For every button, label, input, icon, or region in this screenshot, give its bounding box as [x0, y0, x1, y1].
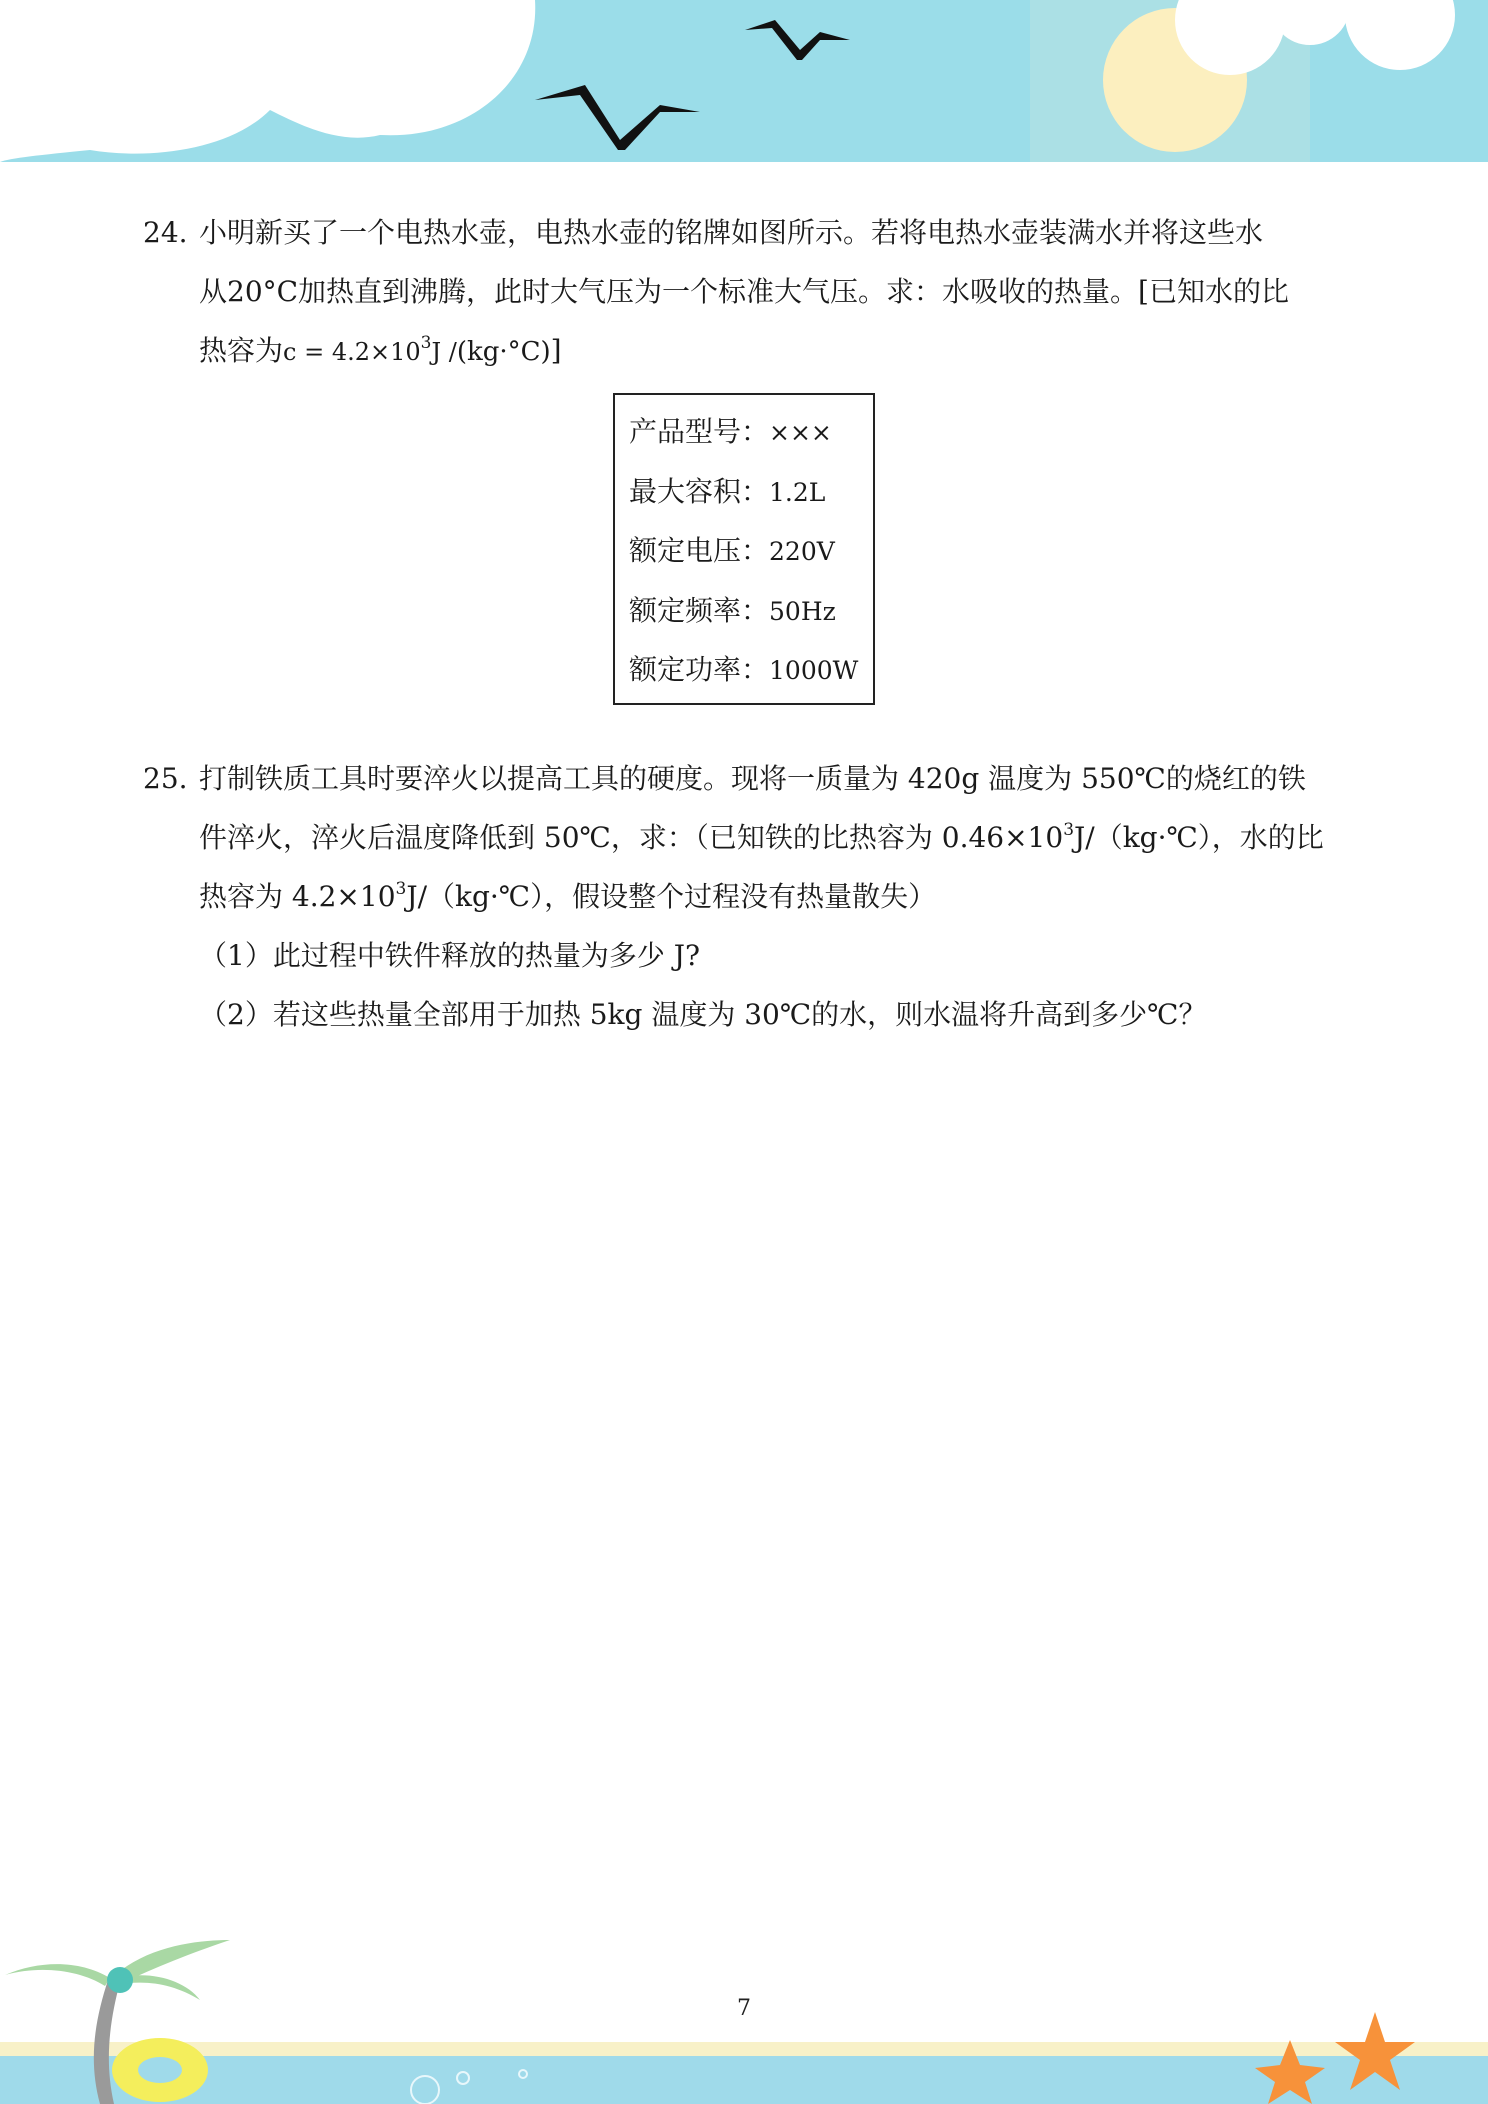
- text-segment: 热容为 4.2×10: [199, 880, 396, 913]
- nameplate-label: 产品型号：: [629, 415, 770, 448]
- text-segment: 热容为: [199, 334, 284, 367]
- nameplate-value: 1000W: [769, 656, 859, 685]
- nameplate-value: ×××: [769, 418, 832, 447]
- nameplate-row: [629, 463, 873, 523]
- nameplate-label: 额定电压：: [629, 534, 770, 567]
- question-text: 小明新买了一个电热水壶，电热水壶的铭牌如图所示。若将电热水壶装满水并将这些水: [199, 216, 1264, 249]
- text-segment: ]: [550, 334, 562, 367]
- sub-question-2: （2）若这些热量全部用于加热 5kg 温度为 30℃的水，则水温将升高到多少℃？: [199, 998, 1207, 1031]
- kettle-nameplate: [613, 393, 875, 705]
- question-number: 25.: [143, 762, 188, 795]
- formula-segment: c = 4.2×10: [283, 338, 421, 366]
- question-text: [143, 867, 1348, 926]
- nameplate-row: [629, 522, 873, 582]
- question-text: 从20°C加热直到沸腾，此时大气压为一个标准大气压。求：水吸收的热量。[已知水的比: [199, 275, 1289, 308]
- question-24: [143, 203, 1348, 382]
- nameplate-value: 220V: [769, 537, 835, 566]
- question-text: 打制铁质工具时要淬火以提高工具的硬度。现将一质量为 420g 温度为 550℃的烧红的铁: [199, 762, 1306, 795]
- question-text-formula: [143, 321, 1348, 382]
- nameplate-row: [629, 403, 873, 463]
- nameplate-label: 额定频率：: [629, 593, 770, 627]
- question-25: [143, 749, 1348, 1044]
- nameplate-label: 最大容积：: [629, 474, 770, 508]
- formula-segment: J /: [431, 338, 457, 366]
- superscript: 3: [1063, 820, 1075, 840]
- swim-ring-icon: [112, 2038, 208, 2102]
- nameplate-row: [629, 582, 873, 642]
- text-segment: J/（kg·℃），水的比: [1074, 821, 1324, 854]
- nameplate-value: 50Hz: [769, 596, 836, 626]
- page-number: 7: [737, 1996, 751, 2021]
- question-number: 24.: [143, 216, 188, 249]
- nameplate-label: 额定功率：: [629, 653, 770, 686]
- text-segment: 件淬火，淬火后温度降低到 50℃，求：（已知铁的比热容为 0.46×10: [199, 821, 1064, 854]
- formula-segment: (kg·°C): [456, 337, 551, 367]
- footer-decoration: [0, 1920, 1488, 2104]
- superscript: 3: [395, 879, 407, 899]
- question-text: [143, 808, 1348, 867]
- nameplate-value: 1.2L: [769, 477, 826, 507]
- header-decoration: [0, 0, 1488, 170]
- nameplate-row: [629, 641, 873, 701]
- text-segment: J/（kg·℃），假设整个过程没有热量散失）: [406, 880, 937, 913]
- superscript: 3: [420, 333, 432, 353]
- sub-question-1: （1）此过程中铁件释放的热量为多少 J?: [199, 939, 700, 972]
